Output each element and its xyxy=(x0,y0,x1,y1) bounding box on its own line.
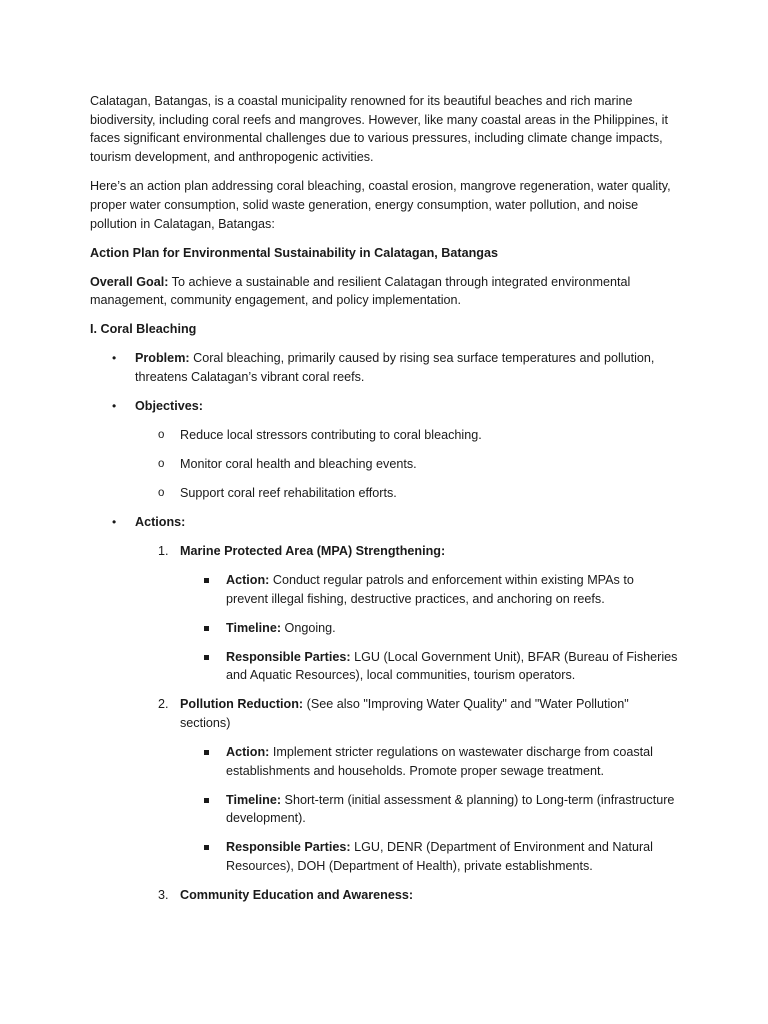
detail-label: Timeline: xyxy=(226,620,282,635)
square-bullet-icon xyxy=(204,845,209,850)
objective-item xyxy=(90,455,678,474)
action-number: 2. xyxy=(158,697,169,712)
objectives-item xyxy=(90,397,678,416)
plan-title xyxy=(90,244,678,263)
problem-item xyxy=(90,349,678,386)
detail-text: Ongoing. xyxy=(281,620,336,635)
objective-item xyxy=(90,426,678,445)
overall-goal-text: To achieve a sustainable and resilient Calatagan through integrated environmental management, community engagement, and policy implementation. xyxy=(90,274,631,308)
intro-paragraph-2: Here’s an action plan addressing coral bleaching, coastal erosion, mangrove regeneration, water quality, proper water consumption, solid waste generation, energy consumption, water pollution, and noise pollution in Calatagan, Batangas: xyxy=(90,179,671,231)
square-bullet-icon xyxy=(204,578,209,583)
objective-item xyxy=(90,484,678,503)
detail-text: LGU (Local Government Unit), BFAR (Bureau of Fisheries and Aquatic Resources), local communities, tourism operators. xyxy=(226,649,678,683)
action-heading xyxy=(90,695,678,732)
detail-label: Action: xyxy=(226,745,270,760)
action-heading xyxy=(90,886,678,905)
action-title: Community Education and Awareness: xyxy=(180,888,414,903)
detail-label: Action: xyxy=(226,572,270,587)
detail-label: Responsible Parties: xyxy=(226,840,351,855)
sub-bullet-marker: o xyxy=(158,428,165,441)
action-title-suffix: (See also "Improving Water Quality" and "Water Pollution" sections) xyxy=(180,697,629,731)
detail-text: LGU, DENR (Department of Environment and Natural Resources), DOH (Department of Health), private establishments. xyxy=(226,840,653,874)
parties-detail xyxy=(90,648,678,685)
intro-paragraph-1: Calatagan, Batangas, is a coastal municipality renowned for its beautiful beaches and rich marine biodiversity, including coral reefs and mangroves. However, like many coastal areas in the Philippines, it faces significant environmental challenges due to various pressures, including climate change impacts, tourism development, and anthropogenic activities. xyxy=(90,94,668,165)
action-title: Marine Protected Area (MPA) Strengthening: xyxy=(180,543,446,558)
detail-label: Timeline: xyxy=(226,792,282,807)
overall-goal-label: Overall Goal: xyxy=(90,274,169,289)
timeline-detail xyxy=(90,619,678,638)
action-number: 1. xyxy=(158,543,169,558)
square-bullet-icon xyxy=(204,655,209,660)
square-bullet-icon xyxy=(204,750,209,755)
objective-text: Reduce local stressors contributing to coral bleaching. xyxy=(180,427,482,442)
bullet-marker: • xyxy=(112,398,117,413)
objective-text: Monitor coral health and bleaching events. xyxy=(180,456,417,471)
action-detail xyxy=(90,571,678,608)
detail-label: Responsible Parties: xyxy=(226,649,351,664)
action-detail xyxy=(90,743,678,780)
objective-text: Support coral reef rehabilitation efforts. xyxy=(180,485,397,500)
square-bullet-icon xyxy=(204,626,209,631)
actions-label: Actions: xyxy=(135,514,186,529)
detail-text: Conduct regular patrols and enforcement within existing MPAs to prevent illegal fishing, destructive practices, and anchoring on reefs. xyxy=(226,572,634,606)
sub-bullet-marker: o xyxy=(158,457,165,470)
detail-text: Short-term (initial assessment & planning) to Long-term (infrastructure development). xyxy=(226,792,675,826)
problem-text: Coral bleaching, primarily caused by rising sea surface temperatures and pollution, threatens Calatagan’s vibrant coral reefs. xyxy=(135,351,655,384)
detail-text: Implement stricter regulations on wastewater discharge from coastal establishments and households. Promote proper sewage treatment. xyxy=(226,745,653,778)
overall-goal xyxy=(90,273,678,310)
sub-bullet-marker: o xyxy=(158,486,165,499)
timeline-detail xyxy=(90,791,678,828)
actions-item xyxy=(90,513,678,532)
section-title-coral-bleaching xyxy=(90,320,678,339)
square-bullet-icon xyxy=(204,798,209,803)
bullet-marker: • xyxy=(112,514,117,529)
bullet-marker: • xyxy=(112,351,117,366)
action-number: 3. xyxy=(158,888,169,903)
section-title-text: I. Coral Bleaching xyxy=(90,322,197,337)
action-heading xyxy=(90,542,678,561)
parties-detail xyxy=(90,838,678,875)
plan-title-text: Action Plan for Environmental Sustainability in Calatagan, Batangas xyxy=(90,245,498,260)
problem-label: Problem: xyxy=(135,351,190,366)
objectives-label: Objectives: xyxy=(135,398,203,413)
action-title: Pollution Reduction: xyxy=(180,697,304,712)
